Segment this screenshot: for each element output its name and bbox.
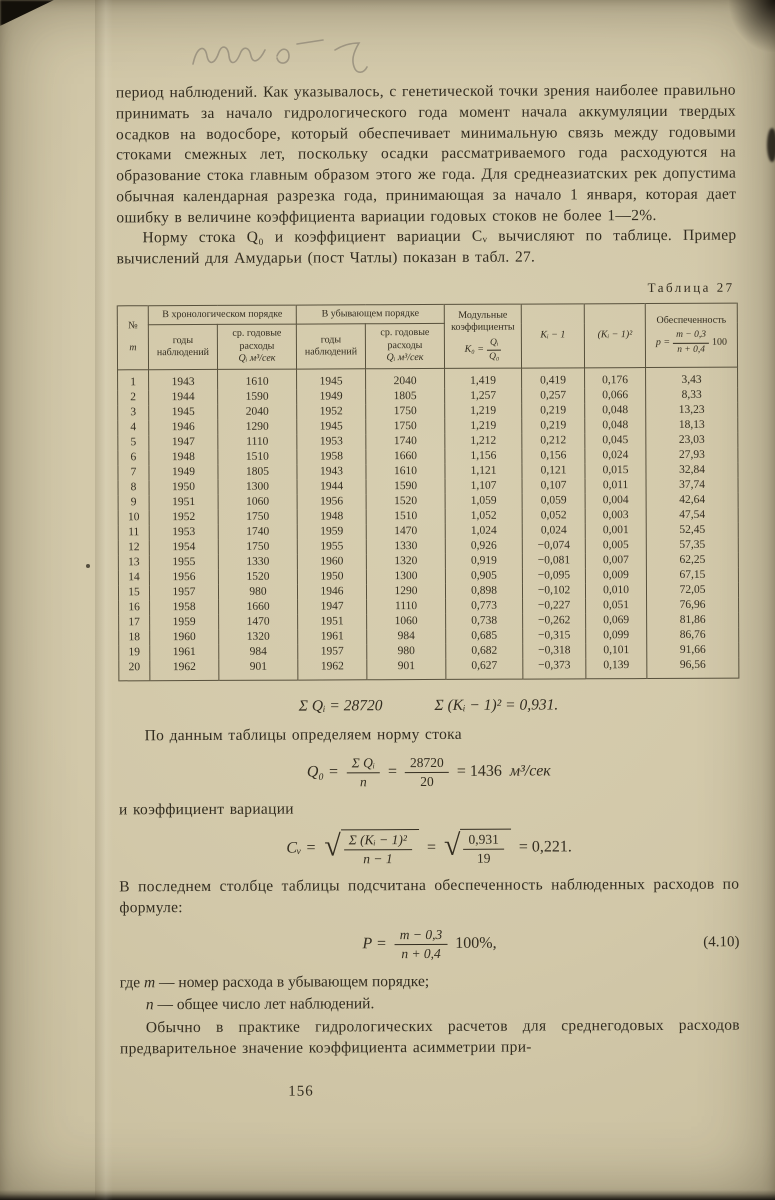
table-row	[119, 658, 739, 681]
table-cell: 81,86	[647, 613, 739, 628]
table-cell: 0,219	[522, 418, 585, 433]
table-cell: −0,373	[523, 658, 586, 679]
table-cell: 1,219	[445, 418, 522, 433]
table-cell: 1510	[218, 449, 297, 464]
col-group-chronological: В хронологическом порядке	[148, 305, 296, 325]
table-cell: −0,318	[523, 643, 586, 658]
scan-ink-blot	[767, 128, 775, 162]
table-cell: 1320	[366, 554, 445, 569]
table-cell: 1954	[149, 540, 218, 555]
table-cell: 18,13	[646, 418, 738, 433]
modular-title: Модульные коэффициенты	[451, 309, 515, 333]
table-cell: 1951	[298, 614, 367, 629]
table-cell: 1520	[218, 569, 297, 584]
table-cell: 1,107	[445, 478, 522, 493]
table-cell: 1610	[218, 369, 297, 390]
table-cell: 47,54	[646, 508, 738, 523]
table-cell: 1960	[297, 554, 366, 569]
text-block	[116, 81, 740, 1101]
table-cell: 0,045	[585, 433, 646, 448]
table-cell: 1060	[367, 614, 446, 629]
col-header-index-var: m	[129, 342, 137, 354]
equation-number: (4.10)	[703, 934, 740, 951]
col-header-ki-squared: (Kᵢ − 1)²	[584, 303, 645, 367]
table-cell: 13	[118, 555, 149, 570]
table-cell: −0,315	[523, 628, 586, 643]
table-cell: 0,051	[586, 598, 647, 613]
table-cell: 0,419	[522, 368, 585, 389]
scan-corner-shadow-top-left	[0, 0, 54, 26]
table-cell: 0,212	[522, 433, 585, 448]
table-cell: 0,773	[446, 598, 523, 613]
table-cell: 19	[119, 645, 150, 660]
table-cell: 91,66	[647, 643, 739, 658]
table-cell: 1590	[366, 479, 445, 494]
table-cell: 6	[118, 450, 149, 465]
col-header-index	[117, 306, 148, 370]
table-cell: 1955	[149, 555, 218, 570]
table-cell: 1960	[150, 630, 219, 645]
table-cell: 17	[119, 615, 150, 630]
table-cell: 5	[118, 435, 149, 450]
table-cell: 1943	[149, 369, 218, 390]
table-cell: 0,024	[585, 448, 646, 463]
table-cell: 1320	[219, 629, 298, 644]
sum-line	[118, 696, 738, 717]
table-cell: 27,93	[646, 448, 738, 463]
table-cell: 1962	[150, 660, 219, 681]
table-cell: 1,059	[445, 493, 522, 508]
table-cell: 0,069	[586, 613, 647, 628]
table-cell: 2	[118, 390, 149, 405]
scan-speck	[86, 564, 90, 568]
table-cell: 1958	[297, 449, 366, 464]
page-number: 156	[288, 1083, 314, 1100]
table-cell: 1949	[297, 389, 366, 404]
table-cell: 1944	[149, 390, 218, 405]
table-caption: Таблица 27	[647, 279, 735, 295]
table-cell: 0,010	[585, 583, 646, 598]
table-cell: 0,009	[585, 568, 646, 583]
col-header-index-sign: №	[128, 320, 138, 332]
table-cell: 8	[118, 480, 149, 495]
table-cell: 2040	[218, 404, 297, 419]
table-cell: 0,099	[586, 628, 647, 643]
table-cell: 1953	[297, 434, 366, 449]
paragraph-cv-intro: и коэффициент вариации	[118, 800, 294, 819]
provision-formula: p = $\frac{m - 0,3}{n + 0,4}$ 100	[655, 330, 728, 355]
provision-title: Обеспеченность	[656, 314, 727, 326]
table-cell: 0,682	[446, 643, 523, 658]
col-header-modular	[444, 304, 521, 368]
table-cell: 1805	[366, 389, 445, 404]
table-cell: 7	[118, 465, 149, 480]
scan-corner-shadow-top-right	[729, 0, 775, 52]
table-cell: 0,001	[585, 523, 646, 538]
radical-icon: √	[324, 829, 341, 863]
table-cell: 0,738	[446, 613, 523, 628]
table-cell: 1956	[149, 570, 218, 585]
table-cell: 32,84	[646, 463, 738, 478]
table-cell: 980	[367, 644, 446, 659]
table-cell: 1949	[149, 465, 218, 480]
radical-icon: √	[443, 828, 461, 862]
table-cell: 1944	[297, 479, 366, 494]
table-cell: 1110	[218, 434, 297, 449]
table-cell: 1947	[149, 435, 218, 450]
table-cell: 0,121	[522, 463, 585, 478]
table-cell: 901	[219, 659, 298, 680]
table-cell: 1946	[297, 584, 366, 599]
where-line-n: n — общее число лет наблюдений.	[145, 995, 375, 1014]
table-cell: 1660	[219, 599, 298, 614]
table-cell: 20	[119, 660, 150, 681]
table-cell: 1330	[218, 554, 297, 569]
table-cell: 1953	[149, 525, 218, 540]
table-cell: 0,066	[585, 388, 646, 403]
table-cell: 980	[218, 584, 297, 599]
table-cell: 0,685	[446, 628, 523, 643]
table-cell: 1290	[366, 584, 445, 599]
table-cell: 1945	[297, 369, 366, 390]
table-cell: 1750	[366, 404, 445, 419]
table-cell: 1,212	[445, 433, 522, 448]
formula-cv: Cᵥ = √ $\frac{\text{Σ (Kᵢ − 1)²}}{n - 1}$ = √ $\frac{0,931}{19}$ = 0,221.	[286, 828, 572, 867]
table-cell: 1660	[366, 449, 445, 464]
table-cell: 0,219	[522, 403, 585, 418]
table-cell: 0,052	[522, 508, 585, 523]
table-cell: 23,03	[646, 433, 738, 448]
table-cell: 0,919	[445, 553, 522, 568]
table-cell: 0,059	[522, 493, 585, 508]
table-cell: 16	[119, 600, 150, 615]
where-line-m: где m — номер расхода в убывающем порядке;	[119, 973, 430, 992]
formula-q0: Q₀ = $\frac{\text{Σ Qᵢ}}{n}$ = $\frac{28720}{20}$ = 1436 м³/сек	[306, 754, 551, 790]
table-cell: 12	[118, 540, 149, 555]
table-cell: 1110	[367, 599, 446, 614]
table-cell: 42,64	[646, 493, 738, 508]
pencil-annotation-icon	[185, 34, 395, 80]
page-fold-shadow	[95, 0, 113, 1200]
table-cell: 0,007	[585, 553, 646, 568]
table-cell: 0,156	[522, 448, 585, 463]
table-cell: 57,35	[646, 538, 738, 553]
table-cell: 0,627	[446, 658, 523, 679]
table-cell: 1958	[150, 600, 219, 615]
table-cell: 0,101	[586, 643, 647, 658]
table-cell: 3,43	[646, 367, 738, 388]
table-cell: 1590	[218, 389, 297, 404]
table-cell: 1290	[218, 419, 297, 434]
table-cell: 1,156	[445, 448, 522, 463]
scan-edge-shadow-bottom	[0, 1190, 775, 1200]
table-cell: 1	[118, 370, 149, 391]
table-cell: 1946	[149, 420, 218, 435]
table-cell: 0,926	[445, 538, 522, 553]
paragraph-closing: Обычно в практике гидрологических расчетов для среднегодовых расходов предварительное значение коэффициента асимметрии при-	[119, 1016, 740, 1058]
table-cell: 0,139	[586, 658, 647, 679]
table-cell: 1955	[297, 539, 366, 554]
table-cell: 11	[118, 525, 149, 540]
table-cell: 1300	[218, 479, 297, 494]
table-cell: 52,45	[646, 523, 738, 538]
table-cell: 1740	[218, 524, 297, 539]
table-cell: 0,024	[522, 523, 585, 538]
table-cell: 1957	[149, 585, 218, 600]
table-cell: 0,176	[585, 367, 646, 388]
table-cell: −0,262	[523, 613, 586, 628]
table-cell: 1750	[366, 419, 445, 434]
table-cell: 4	[118, 420, 149, 435]
modular-formula: K₀ = $\frac{\text{Qᵢ}}{\text{Q₀}}$	[447, 337, 519, 363]
paragraph-norm: Норму стока Q₀ и коэффициент вариации Cᵥ вычисляют по таблице. Пример вычислений для Амударьи (пост Чатлы) показан в табл. 27.	[116, 227, 737, 268]
table-cell: 0,011	[585, 478, 646, 493]
table-cell: 1956	[297, 494, 366, 509]
table-cell: 0,005	[585, 538, 646, 553]
table-cell: 1330	[366, 539, 445, 554]
table-cell: 14	[118, 570, 149, 585]
table-cell: −0,095	[522, 568, 585, 583]
table-cell: 1610	[366, 464, 445, 479]
table-cell: 0,898	[445, 583, 522, 598]
table-cell: 3	[118, 405, 149, 420]
table-cell: 9	[118, 495, 149, 510]
table-cell: 1952	[149, 510, 218, 525]
table-cell: 15	[118, 585, 149, 600]
table-cell: 901	[367, 659, 446, 680]
table-cell: 0,048	[585, 403, 646, 418]
paragraph-provision: В последнем столбце таблицы подсчитана обеспеченность наблюденных расходов по формуле:	[119, 875, 740, 917]
table-cell: 1,419	[445, 368, 522, 389]
table-cell: −0,081	[522, 553, 585, 568]
sum-deviation: Σ (Kᵢ − 1)² = 0,931.	[434, 696, 559, 714]
table-cell: 1957	[298, 644, 367, 659]
formula-p: P = $\frac{m - 0,3}{n + 0,4}$ 100%, (4.10)	[362, 926, 740, 962]
paragraph-norm-intro: По данным таблицы определяем норму стока	[144, 725, 462, 745]
table-cell: 67,15	[646, 568, 738, 583]
table-cell: 1961	[150, 645, 219, 660]
table-cell: 1948	[297, 509, 366, 524]
col-header-provision	[645, 303, 737, 367]
table-cell: −0,074	[522, 538, 585, 553]
table-cell: 0,003	[585, 508, 646, 523]
table-cell: 10	[118, 510, 149, 525]
table-cell: 1750	[218, 509, 297, 524]
col-header-ki: Kᵢ − 1	[521, 304, 584, 368]
sum-discharge: Σ Qᵢ = 28720	[298, 697, 383, 715]
table-cell: 0,905	[445, 568, 522, 583]
table-cell: 1948	[149, 450, 218, 465]
table-cell: 1805	[218, 464, 297, 479]
paragraph-intro: период наблюдений. Как указывалось, с генетической точки зрения наиболее правильно принимать за начало гидрологического года момент начала аккумуляции твердых осадков на водосборе, который обеспечивает минимальную связь между годовыми стоками смежных лет, поскольку осадки рассматриваемого года расходуются на образование стока главным образом этого же года. Для среднеазиатских рек допустима обычная календарная разрезка года, принимающая за начало 1 января, которая дает ошибку в величине коэффициента вариации годовых стоков не более 1—2%.	[115, 81, 737, 226]
table-cell: −0,227	[523, 598, 586, 613]
table-cell: 1,052	[445, 508, 522, 523]
table-cell: 86,76	[647, 628, 739, 643]
table-cell: 1947	[298, 599, 367, 614]
table-cell: 1510	[366, 509, 445, 524]
table-cell: 1945	[297, 419, 366, 434]
col-header-flows-chrono: ср. годовые расходы Qᵢ м³/сек	[217, 324, 296, 369]
table-cell: 984	[219, 644, 298, 659]
table-cell: 1952	[297, 404, 366, 419]
table-cell: 1740	[366, 434, 445, 449]
table-cell: 0,004	[585, 493, 646, 508]
table-cell: 1951	[149, 495, 218, 510]
table-cell: 8,33	[646, 388, 738, 403]
table-cell: 96,56	[647, 658, 739, 679]
table-row	[118, 367, 738, 390]
table-cell: 76,96	[647, 598, 739, 613]
table-cell: 1750	[218, 539, 297, 554]
table-cell: 0,048	[585, 418, 646, 433]
table-cell: 1959	[150, 615, 219, 630]
table-cell: 0,107	[522, 478, 585, 493]
table-cell: 1300	[366, 569, 445, 584]
table-cell: 1060	[218, 494, 297, 509]
table-cell: 0,257	[522, 388, 585, 403]
table-cell: 1470	[219, 614, 298, 629]
col-header-years-chrono: годы наблюдений	[148, 325, 217, 370]
col-header-years-desc: годы наблюдений	[296, 324, 365, 369]
table-cell: 1,257	[445, 388, 522, 403]
table-cell: 984	[367, 629, 446, 644]
table-cell: 1520	[366, 494, 445, 509]
table-cell: 37,74	[646, 478, 738, 493]
table-cell: 18	[119, 630, 150, 645]
table-cell: 2040	[366, 368, 445, 389]
table-cell: 1950	[149, 480, 218, 495]
table-cell: 72,05	[646, 583, 738, 598]
col-group-descending: В убывающем порядке	[296, 304, 444, 324]
table-cell: 13,23	[646, 403, 738, 418]
table-cell: 1950	[297, 569, 366, 584]
table-cell: 1,219	[445, 403, 522, 418]
table-cell: 1959	[297, 524, 366, 539]
table-cell: 1,024	[445, 523, 522, 538]
table-cell: 1,121	[445, 463, 522, 478]
table-cell: 1943	[297, 464, 366, 479]
discharge-table	[117, 303, 740, 682]
table-cell: 0,015	[585, 463, 646, 478]
table-cell: −0,102	[522, 583, 585, 598]
table-cell: 1962	[298, 659, 367, 680]
table-cell: 1961	[298, 629, 367, 644]
table-cell: 1470	[366, 524, 445, 539]
table-cell: 1945	[149, 405, 218, 420]
col-header-flows-desc: ср. годовые расходы Qᵢ м³/сек	[365, 324, 444, 369]
where-clause	[120, 970, 740, 1017]
table-cell: 62,25	[646, 553, 738, 568]
